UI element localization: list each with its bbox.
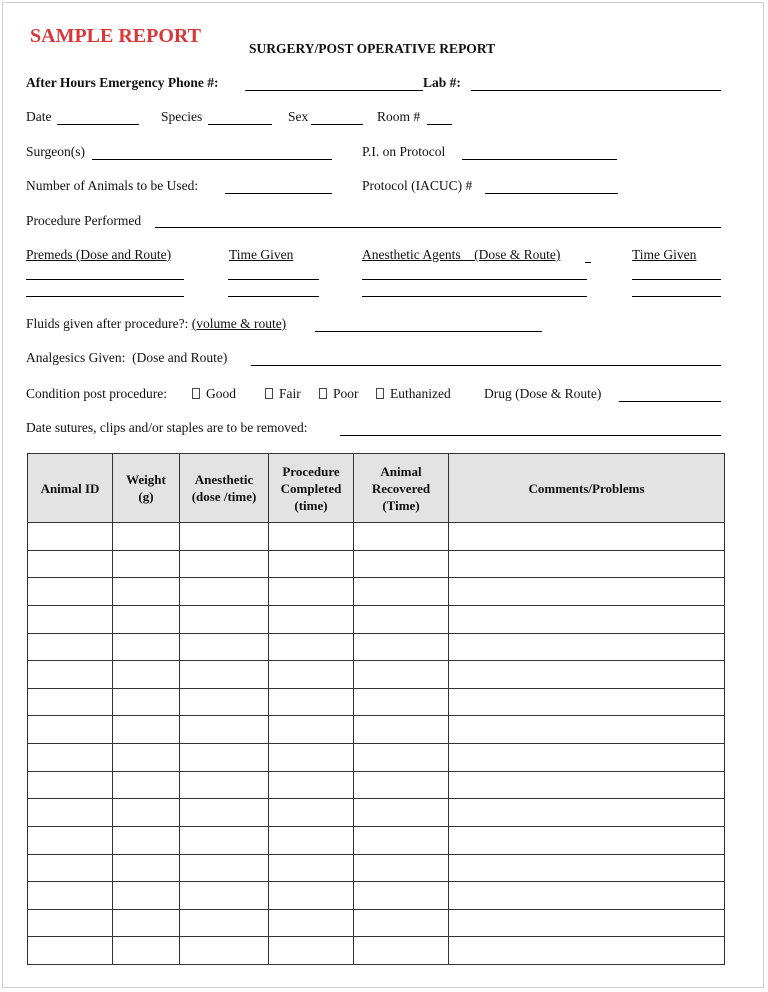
after-hours-phone-label: After Hours Emergency Phone #: [26, 75, 219, 90]
cell-animal-id[interactable] [28, 523, 113, 551]
room-field[interactable] [427, 124, 452, 125]
cell-animal-id[interactable] [28, 826, 113, 854]
cell-comments[interactable] [449, 633, 725, 661]
table-row [28, 882, 725, 910]
cell-animal-recovered[interactable] [354, 605, 449, 633]
cell-animal-id[interactable] [28, 605, 113, 633]
header-label: Animal ID [40, 480, 100, 496]
table-row [28, 688, 725, 716]
anesthetic-agents-field-2[interactable] [362, 296, 587, 297]
animal-records-table [27, 453, 725, 965]
cell-animal-id[interactable] [28, 661, 113, 689]
cell-comments[interactable] [449, 550, 725, 578]
cell-procedure-completed[interactable] [269, 633, 354, 661]
cell-procedure-completed[interactable] [269, 854, 354, 882]
cell-animal-recovered[interactable] [354, 771, 449, 799]
surgeons-field[interactable] [92, 159, 332, 160]
cell-animal-recovered[interactable] [354, 633, 449, 661]
cell-animal-id[interactable] [28, 909, 113, 937]
premeds-field-1[interactable] [26, 279, 184, 280]
cell-weight[interactable] [113, 744, 180, 772]
condition-option-label: Euthanized [390, 386, 451, 401]
cell-procedure-completed[interactable] [269, 882, 354, 910]
cell-animal-id[interactable] [28, 882, 113, 910]
table-row [28, 771, 725, 799]
sex-label: Sex [288, 109, 309, 124]
pi-on-protocol-label: P.I. on Protocol [362, 144, 446, 159]
cell-animal-recovered[interactable] [354, 661, 449, 689]
cell-animal-recovered[interactable] [354, 716, 449, 744]
cell-animal-id[interactable] [28, 550, 113, 578]
cell-procedure-completed[interactable] [269, 605, 354, 633]
procedure-performed-field[interactable] [155, 227, 721, 228]
cell-anesthetic[interactable] [180, 826, 269, 854]
table-row [28, 661, 725, 689]
checkbox-icon [319, 388, 327, 399]
fluids-label [26, 316, 286, 332]
cell-anesthetic[interactable] [180, 937, 269, 965]
cell-animal-recovered[interactable] [354, 937, 449, 965]
cell-animal-recovered[interactable] [354, 882, 449, 910]
cell-animal-recovered[interactable] [354, 854, 449, 882]
sample-report-label: SAMPLE REPORT [30, 25, 201, 47]
table-row [28, 716, 725, 744]
condition-option-poor[interactable] [319, 386, 359, 402]
condition-label: Condition post procedure: [26, 386, 167, 401]
table-row [28, 550, 725, 578]
cell-comments[interactable] [449, 771, 725, 799]
analgesics-label: Analgesics Given: (Dose and Route) [26, 350, 228, 365]
cell-anesthetic[interactable] [180, 909, 269, 937]
cell-anesthetic[interactable] [180, 688, 269, 716]
cell-animal-id[interactable] [28, 716, 113, 744]
cell-comments[interactable] [449, 605, 725, 633]
cell-animal-id[interactable] [28, 799, 113, 827]
condition-option-fair[interactable] [265, 386, 301, 402]
col-procedure-completed [269, 454, 354, 523]
time-given-label-2: Time Given [632, 247, 697, 262]
cell-procedure-completed[interactable] [269, 661, 354, 689]
cell-procedure-completed[interactable] [269, 716, 354, 744]
table-row [28, 826, 725, 854]
cell-anesthetic[interactable] [180, 661, 269, 689]
cell-procedure-completed[interactable] [269, 799, 354, 827]
header-label: Comments/Problems [528, 480, 645, 496]
cell-comments[interactable] [449, 882, 725, 910]
cell-animal-id[interactable] [28, 854, 113, 882]
time-given-field-1a[interactable] [228, 279, 319, 280]
checkbox-icon [376, 388, 384, 399]
table-row [28, 744, 725, 772]
cell-animal-recovered[interactable] [354, 578, 449, 606]
procedure-performed-label: Procedure Performed [26, 213, 142, 228]
checkbox-icon [192, 388, 200, 399]
analgesics-field[interactable] [251, 365, 721, 366]
cell-procedure-completed[interactable] [269, 937, 354, 965]
cell-weight[interactable] [113, 937, 180, 965]
cell-weight[interactable] [113, 882, 180, 910]
table-row [28, 799, 725, 827]
cell-anesthetic[interactable] [180, 550, 269, 578]
table-row [28, 854, 725, 882]
cell-animal-id[interactable] [28, 937, 113, 965]
cell-weight[interactable] [113, 550, 180, 578]
cell-comments[interactable] [449, 854, 725, 882]
cell-weight[interactable] [113, 854, 180, 882]
fluids-label-detail: (volume & route) [191, 316, 287, 331]
col-anesthetic [180, 454, 269, 523]
report-page [2, 2, 764, 988]
cell-comments[interactable] [449, 578, 725, 606]
header-label: Procedure Completed (time) [280, 463, 342, 513]
cell-comments[interactable] [449, 661, 725, 689]
table-body [28, 523, 725, 965]
cell-anesthetic[interactable] [180, 854, 269, 882]
header-label: Anesthetic (dose /time) [191, 472, 257, 504]
table-row [28, 937, 725, 965]
cell-weight[interactable] [113, 716, 180, 744]
drug-field[interactable] [619, 401, 721, 402]
cell-procedure-completed[interactable] [269, 826, 354, 854]
anesthetic-agents-label: Anesthetic Agents (Dose & Route) [362, 247, 561, 262]
cell-weight[interactable] [113, 523, 180, 551]
table-row [28, 605, 725, 633]
species-field[interactable] [208, 124, 272, 125]
table-row [28, 909, 725, 937]
cell-anesthetic[interactable] [180, 633, 269, 661]
cell-comments[interactable] [449, 744, 725, 772]
time-given-label-1: Time Given [229, 247, 294, 262]
time-given-field-1b[interactable] [228, 296, 319, 297]
drug-label: Drug (Dose & Route) [484, 386, 602, 401]
protocol-iacuc-label: Protocol (IACUC) # [362, 178, 473, 193]
cell-animal-recovered[interactable] [354, 523, 449, 551]
cell-procedure-completed[interactable] [269, 771, 354, 799]
num-animals-label: Number of Animals to be Used: [26, 178, 199, 193]
lab-field[interactable] [471, 90, 721, 91]
header-label: Weight (g) [126, 472, 166, 504]
cell-anesthetic[interactable] [180, 605, 269, 633]
anesthetic-agents-underline-tail [585, 262, 591, 263]
cell-animal-recovered[interactable] [354, 826, 449, 854]
protocol-iacuc-field[interactable] [485, 193, 618, 194]
cell-weight[interactable] [113, 578, 180, 606]
cell-weight[interactable] [113, 799, 180, 827]
condition-option-good[interactable] [192, 386, 236, 402]
cell-animal-id[interactable] [28, 578, 113, 606]
cell-weight[interactable] [113, 826, 180, 854]
species-label: Species [161, 109, 203, 124]
cell-animal-id[interactable] [28, 744, 113, 772]
cell-animal-id[interactable] [28, 688, 113, 716]
cell-weight[interactable] [113, 661, 180, 689]
cell-anesthetic[interactable] [180, 799, 269, 827]
col-animal-id [28, 454, 113, 523]
col-weight [113, 454, 180, 523]
cell-procedure-completed[interactable] [269, 744, 354, 772]
cell-comments[interactable] [449, 909, 725, 937]
condition-option-label: Poor [333, 386, 359, 401]
fluids-field[interactable] [315, 331, 542, 332]
cell-animal-id[interactable] [28, 771, 113, 799]
report-title: SURGERY/POST OPERATIVE REPORT [249, 41, 496, 56]
cell-animal-recovered[interactable] [354, 688, 449, 716]
room-label: Room # [377, 109, 421, 124]
premeds-label: Premeds (Dose and Route) [26, 247, 172, 262]
cell-procedure-completed[interactable] [269, 688, 354, 716]
anesthetic-agents-field-1[interactable] [362, 279, 587, 280]
cell-animal-id[interactable] [28, 633, 113, 661]
condition-option-label: Fair [279, 386, 301, 401]
cell-weight[interactable] [113, 605, 180, 633]
cell-weight[interactable] [113, 771, 180, 799]
condition-option-euthanized[interactable] [376, 386, 451, 402]
cell-weight[interactable] [113, 633, 180, 661]
cell-animal-recovered[interactable] [354, 550, 449, 578]
cell-anesthetic[interactable] [180, 523, 269, 551]
after-hours-phone-field[interactable] [245, 90, 423, 91]
date-field[interactable] [57, 124, 139, 125]
fluids-label-prefix: Fluids given after procedure?: [26, 316, 192, 331]
cell-animal-recovered[interactable] [354, 909, 449, 937]
table-row [28, 633, 725, 661]
sutures-label: Date sutures, clips and/or staples are to be removed: [26, 420, 308, 435]
checkbox-icon [265, 388, 273, 399]
sutures-field[interactable] [340, 435, 721, 436]
cell-anesthetic[interactable] [180, 882, 269, 910]
time-given-field-2a[interactable] [632, 279, 721, 280]
cell-anesthetic[interactable] [180, 716, 269, 744]
cell-anesthetic[interactable] [180, 578, 269, 606]
date-label: Date [26, 109, 52, 124]
cell-comments[interactable] [449, 523, 725, 551]
cell-procedure-completed[interactable] [269, 523, 354, 551]
time-given-field-2b[interactable] [632, 296, 721, 297]
surgeons-label: Surgeon(s) [26, 144, 85, 159]
condition-option-label: Good [206, 386, 236, 401]
num-animals-field[interactable] [225, 193, 332, 194]
cell-procedure-completed[interactable] [269, 909, 354, 937]
pi-on-protocol-field[interactable] [462, 159, 617, 160]
cell-anesthetic[interactable] [180, 771, 269, 799]
premeds-field-2[interactable] [26, 296, 184, 297]
table-row [28, 523, 725, 551]
col-comments-problems [449, 454, 725, 523]
cell-comments[interactable] [449, 799, 725, 827]
lab-label: Lab #: [423, 75, 461, 90]
table-header-row [28, 454, 725, 523]
cell-procedure-completed[interactable] [269, 578, 354, 606]
cell-weight[interactable] [113, 909, 180, 937]
cell-anesthetic[interactable] [180, 744, 269, 772]
cell-comments[interactable] [449, 937, 725, 965]
sex-field[interactable] [311, 124, 363, 125]
header-label: Animal Recovered (Time) [371, 463, 431, 513]
col-animal-recovered [354, 454, 449, 523]
table-row [28, 578, 725, 606]
cell-animal-recovered[interactable] [354, 799, 449, 827]
cell-comments[interactable] [449, 716, 725, 744]
cell-weight[interactable] [113, 688, 180, 716]
cell-comments[interactable] [449, 826, 725, 854]
cell-animal-recovered[interactable] [354, 744, 449, 772]
cell-procedure-completed[interactable] [269, 550, 354, 578]
cell-comments[interactable] [449, 688, 725, 716]
